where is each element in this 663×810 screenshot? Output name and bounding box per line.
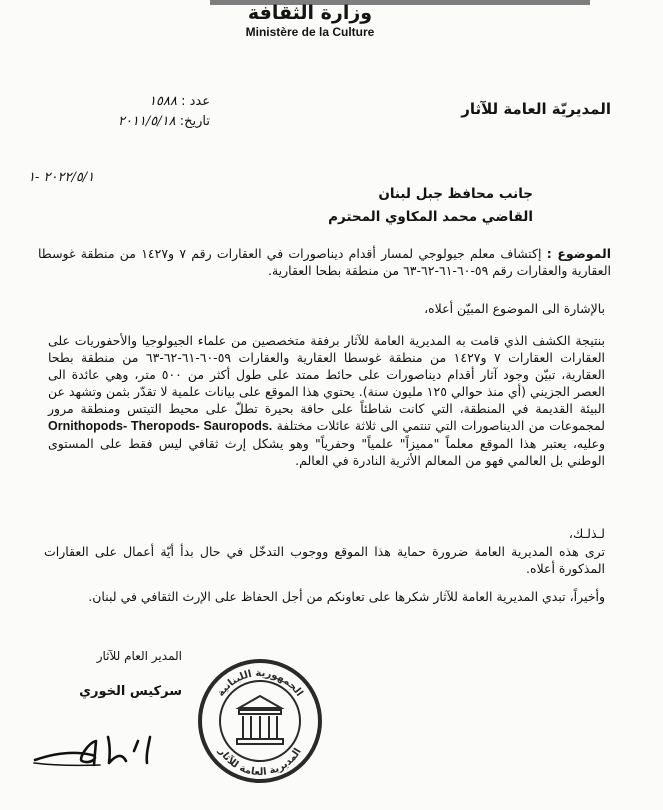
ministry-title-french: Ministère de la Culture bbox=[245, 25, 375, 39]
subject-paragraph bbox=[38, 245, 611, 279]
reference-number-label: عدد : bbox=[181, 94, 210, 109]
reference-number-value: ١٥٨٨ bbox=[149, 94, 177, 109]
handwritten-signature bbox=[30, 715, 220, 775]
department-name: المديريّة العامة للآثار bbox=[461, 100, 611, 118]
closing-paragraph: وأخيراً، تبدي المديرية العامة للآثار شكرها على تعاونكم من أجل الحفاظ على الإرث الثقافي في لبنان. bbox=[88, 589, 605, 604]
recipient-line-2: القاضي محمد المكاوي المحترم bbox=[328, 209, 533, 225]
stamp-temple-emblem bbox=[237, 696, 283, 744]
signatory-title: المدير العام للآثار bbox=[96, 649, 182, 663]
recipient-block bbox=[193, 183, 533, 229]
therefore-heading: لـذلـك، bbox=[568, 526, 605, 541]
main-paragraph bbox=[48, 332, 605, 469]
main-paragraph-part-1: بنتيجة الكشف الذي قامت به المديرية العامة للآثار برفقة متخصصين من علماء الجيولوجيا والأحفوريات على العقارات العقارات ٧ و١٤٢٧ من منطقة غوسطا العقارية والعقارات ٥٩-٦٠-٦١-٦٢-٦٣ من منطقة بطحا العقارية، تبيّن وجود آثار أقدام ديناصورات على حائط ممتد على طول أكثر من ٥٠٠ متر، وهي عائدة الى العصر الجزيني (أي منذ حوالي ١٢٥ مليون سنة). يحتوي هذا الموقع على بيانات علمية لا تقدّر بثمن وتشهد عن البيئة القديمة في المنطقة، التي كانت شاطئاً على حافة بحيرة تطلّ على محيط التيتس ومنطقة مرور لمجموعات من الديناصورات التي تنتمي الى ثلاثة عائلات مختلفة bbox=[48, 333, 606, 433]
handwritten-dateline: ٢٠٢٢/٥/١ -١ bbox=[28, 170, 95, 185]
reference-block bbox=[100, 92, 210, 132]
main-paragraph-part-2: وعليه، يعتبر هذا الموقع معلماً "مميزاً" علمياً" وحفرياً" وهو يشكل إرث ثقافي ليس فقط على المستوى الوطني بل العالمي فهو من المعالم الأثرية النادرة في العالم. bbox=[48, 436, 605, 468]
reference-line: بالإشارة الى الموضوع المبيّن أعلاه، bbox=[424, 301, 605, 316]
reference-number-row bbox=[100, 92, 210, 112]
subject-label: الموضوع : bbox=[546, 246, 611, 261]
ministry-title-arabic: وزارة الثقافة bbox=[247, 2, 373, 24]
stamp-text-top: الجمهورية اللبنانية bbox=[215, 667, 305, 699]
signatory-name: سركيس الخوري bbox=[79, 684, 182, 699]
recipient-line-1: جانب محافظ جبل لبنان bbox=[378, 186, 533, 202]
stamp-text-bottom: المديرية العامة للآثار bbox=[216, 746, 304, 779]
dinosaur-families: Ornithopods- Theropods- Sauropods. bbox=[48, 419, 273, 433]
request-paragraph: ترى هذه المديرية العامة ضرورة حماية هذا الموقع ووجوب التدخّل في حال بدأ أيّة أعمال على العقارات المذكورة أعلاه. bbox=[44, 544, 605, 576]
reference-date-value: ٢٠١١/٥/١٨ bbox=[117, 114, 176, 129]
official-stamp bbox=[195, 656, 325, 786]
subject-text: إكتشاف معلم جيولوجي لمسار أقدام ديناصورات في العقارات رقم ٧ و١٤٢٧ من منطقة غوسطا العقارية والعقارات رقم ٥٩-٦٠-٦١-٦٢-٦٣ من منطقة بطحا العقارية. bbox=[38, 246, 611, 278]
reference-date-label: تاريخ: bbox=[179, 114, 210, 129]
reference-date-row bbox=[100, 112, 210, 132]
